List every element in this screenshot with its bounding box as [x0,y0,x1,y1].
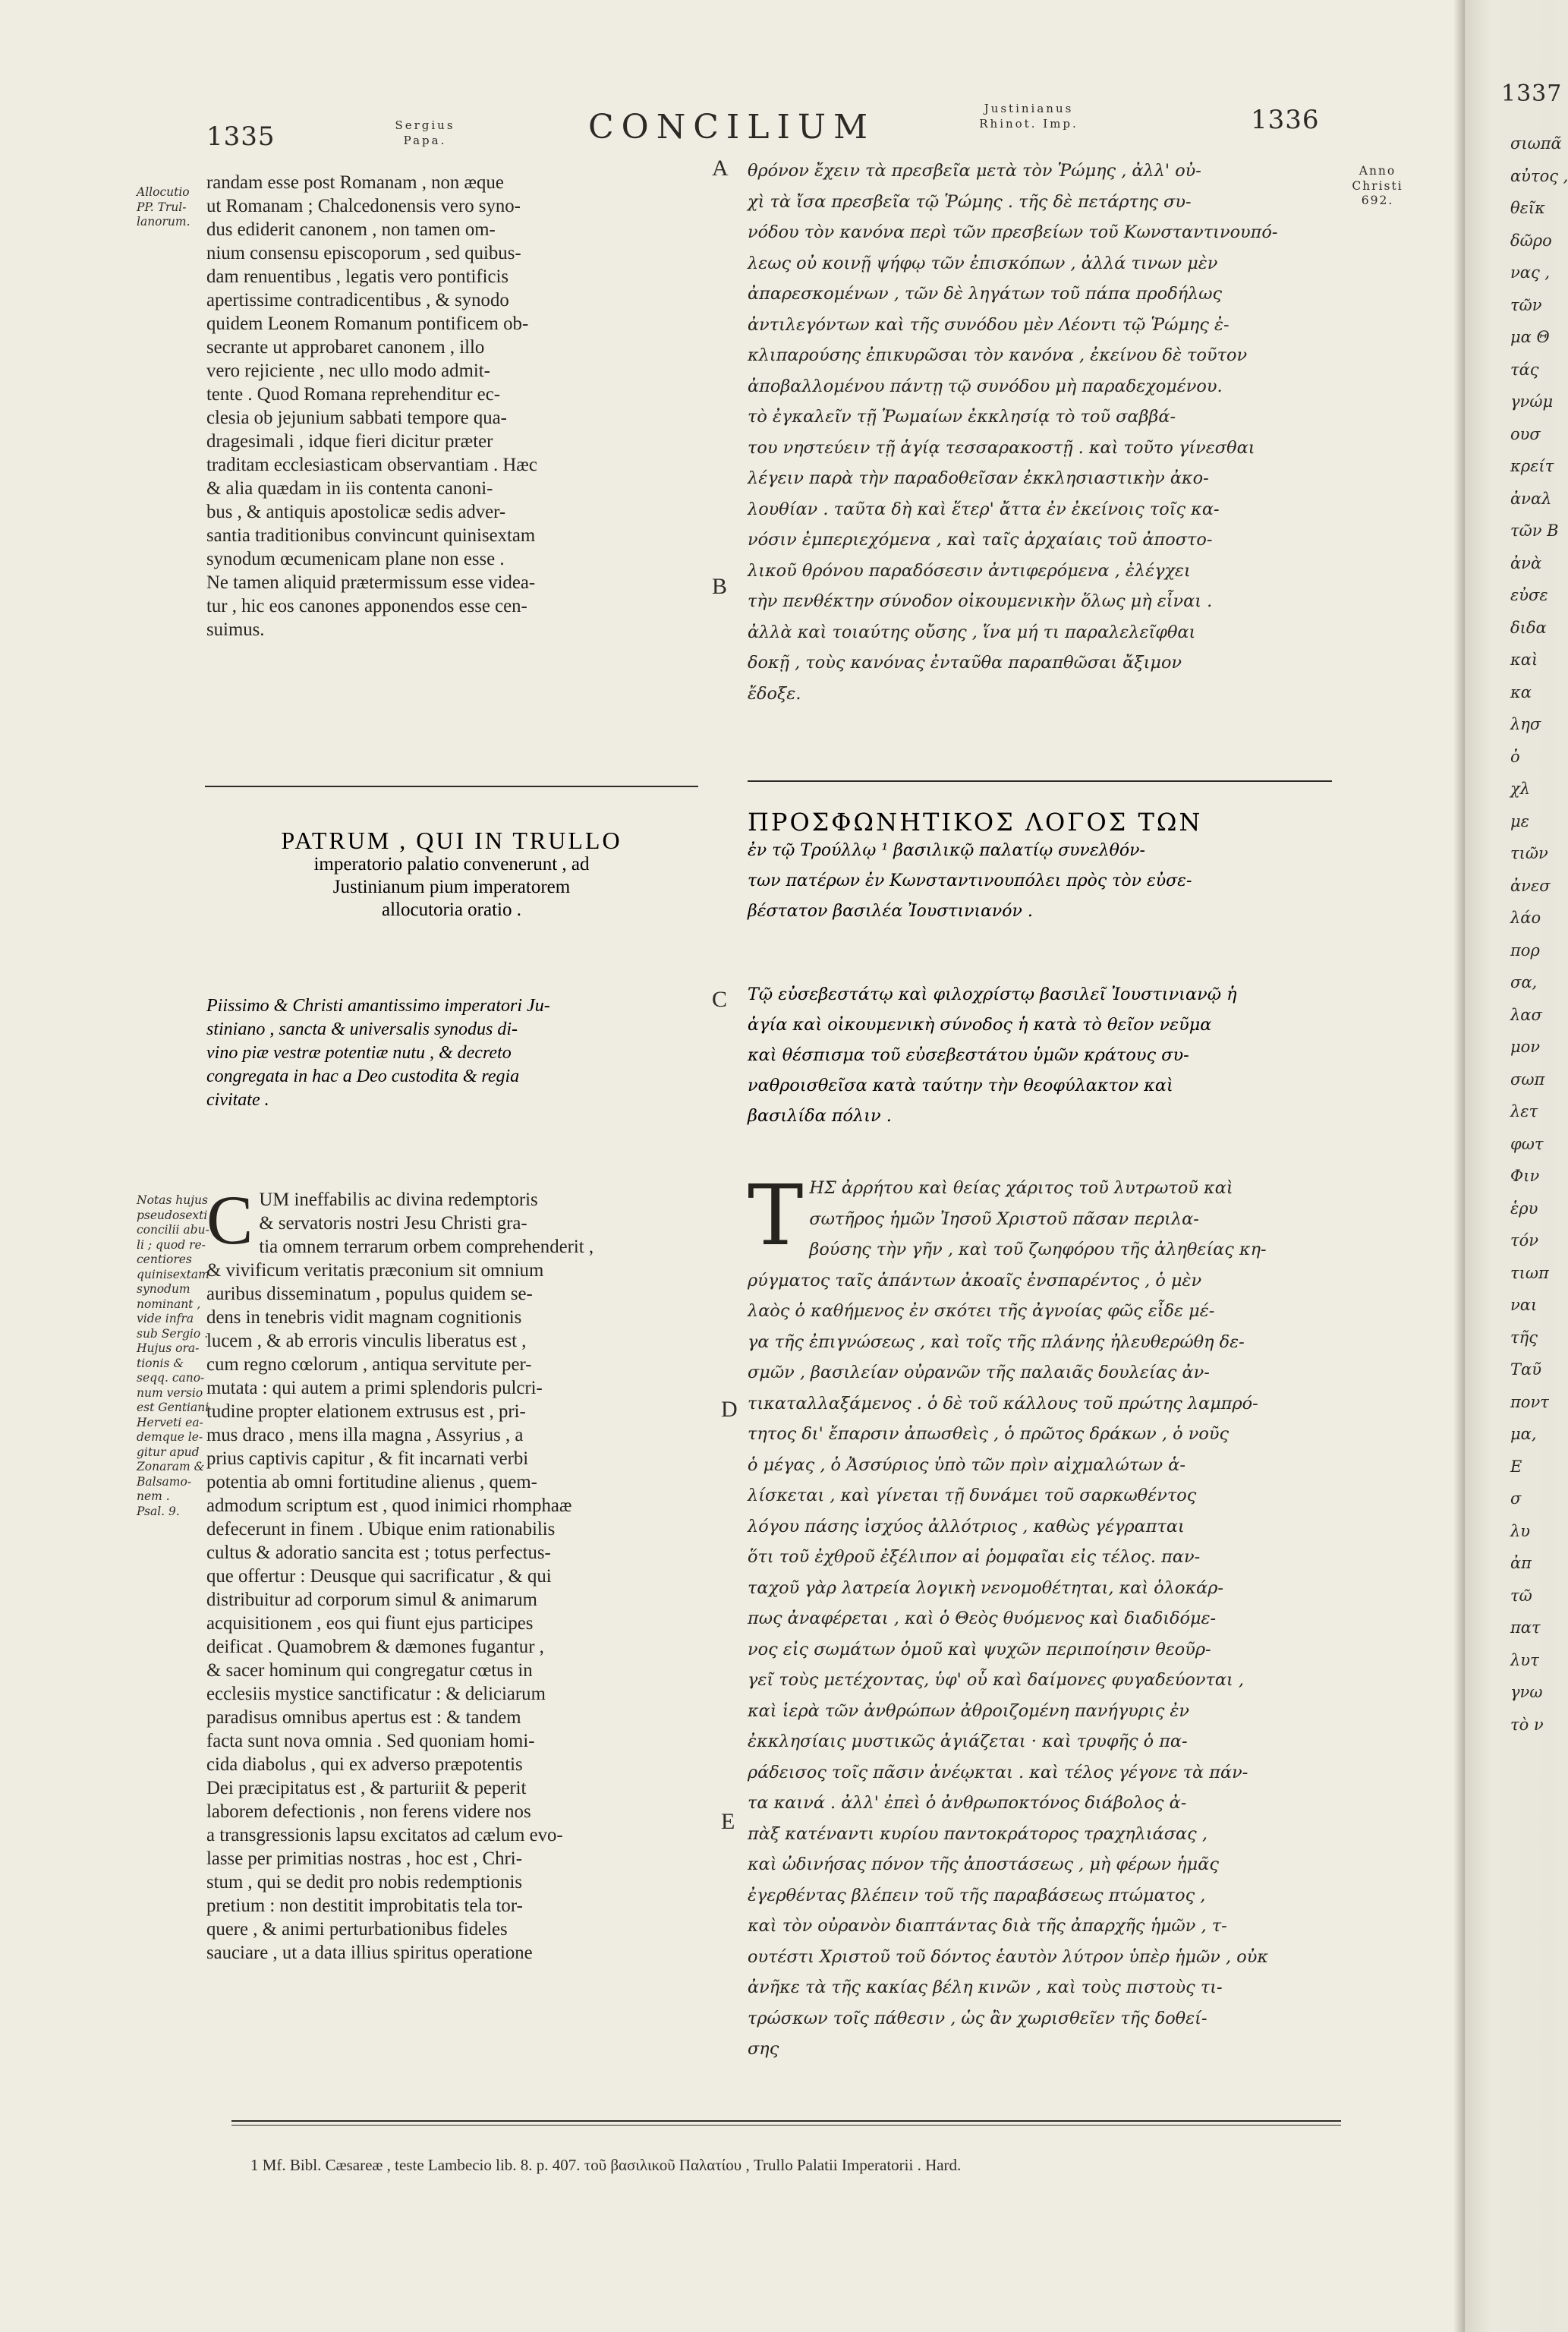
latin-line: que offertur : Deusque qui sacrificatur , & qui [206,1566,552,1587]
greek-line: τικαταλλαξάμενος . ὁ δὲ τοῦ κάλλους τοῦ πρώτης λαμπρό- [748,1393,1258,1413]
next-page-fragment-line: χλ [1510,780,1531,798]
greek-line: ράδεισος τοῖς πᾶσιν ἀνέῳκται . καὶ τέλος γέγονε τὰ πάν- [748,1762,1248,1782]
next-page-fragment-line: λυτ [1510,1650,1539,1669]
latin-dedication-line: vino piæ vestræ potentiæ nutu , & decreto [206,1043,512,1063]
greek-line: σμῶν , βασιλείαν οὐρανῶν τῆς παλαιᾶς δουλείας ἀν- [748,1363,1210,1382]
latin-heading-line: Justinianum pium imperatorem [332,877,571,897]
greek-heading-line: των πατέρων ἐν Κωνσταντινουπόλει πρὸς τὸν εὐσε- [748,871,1192,890]
margin-note-line: quinisextam [137,1267,209,1281]
next-page-fragment-line: μα Θ [1510,328,1550,346]
latin-line: facta sunt nova omnia . Sed quoniam homi- [206,1731,535,1751]
latin-line: stum , qui se dedit pro nobis redemptionis [206,1872,523,1892]
latin-line: santia traditionibus convincunt quinisextam [206,525,536,546]
margin-note-year [1336,164,1419,209]
greek-line: νος εἰς σωμάτων ὁμοῦ καὶ ψυχῶν περιποίησιν θεοῦρ- [748,1639,1211,1659]
next-page-fragment-line: τιῶν [1510,844,1548,862]
margin-note-line: 692. [1361,194,1394,207]
next-page-fragment-line: Ε [1510,1457,1522,1476]
greek-line: γα τῆς ἐπιγνώσεως , καὶ τοῖς τῆς πλάνης ἠλευθερώθη δε- [748,1331,1245,1352]
latin-line: synodum œcumenicam plane non esse . [206,549,505,569]
next-page-number: 1337 [1501,80,1563,107]
next-page-fragment-line: δῶρο [1510,231,1552,250]
greek-line: ταχοῦ γὰρ λατρεία λογικὴ νενομοθέτηται, καὶ ὁλοκάρ- [748,1577,1223,1598]
latin-line: a transgressionis lapsu excitatos ad cælum evo- [206,1825,563,1845]
latin-line: mus draco , mens illa magna , Assyrius , a [206,1425,524,1445]
greek-line: ἀντιλεγόντων καὶ τῆς συνόδου μὲν Λέοντι τῷ Ῥώμης ἐ- [748,314,1230,335]
latin-dedication [206,994,700,1112]
next-page-fragment-line: ἀνὰ [1510,553,1542,572]
next-page-fragment-line: λασ [1510,1005,1542,1024]
next-page-fragment-line: τιωπ [1510,1263,1549,1282]
greek-dedication-line: βασιλίδα πόλιν . [748,1106,892,1126]
latin-dropcap: C [206,1181,253,1259]
next-page-fragment-line: τῆς [1510,1328,1538,1347]
latin-line: sauciare , ut a data illius spiritus operatione [206,1943,533,1963]
latin-line: Ne tamen aliquid prætermissum esse videa- [206,572,536,593]
latin-line: dus ediderit canonem , non tamen om- [206,219,496,240]
next-page-fragment-line: Φιν [1510,1167,1540,1185]
latin-main-text [206,1181,711,1965]
next-page-fragment-line: λυ [1510,1521,1531,1540]
latin-line: defecerunt in finem . Ubique enim rationabilis [206,1519,556,1539]
latin-line: potentia ab omni fortitudine alienus , quem- [206,1472,537,1492]
greek-line: καὶ ἱερὰ τῶν ἀνθρώπων ἀθροιζομένη πανήγυρις ἐν [748,1700,1190,1721]
margin-note-line: est Gentiani [137,1401,209,1414]
latin-line: & servatoris nostri Jesu Christi gra- [259,1213,527,1234]
next-page-fragment-line: τῶν [1510,295,1542,314]
next-page-fragment-line: λάο [1510,909,1541,927]
section-marker-e: E [721,1809,735,1834]
latin-line: dam renuentibus , legatis vero pontificis [206,266,509,287]
greek-line: λίσκεται , καὶ γίνεται τῇ δυνάμει τοῦ σαρκωθέντος [748,1486,1197,1505]
next-page-fragment-text [1510,128,1568,1741]
next-page-fragment-line: ὁ [1510,747,1520,766]
greek-line: πως ἀναφέρεται , καὶ ὁ Θεὸς θυόμενος καὶ διαδιδόμε- [748,1609,1217,1628]
next-page-fragment-line: νας , [1510,263,1551,282]
greek-line: λαὸς ὁ καθήμενος ἐν σκότει τῆς ἀγνοίας φῶς εἶδε μέ- [748,1301,1215,1321]
greek-line: θρόνον ἔχειν τὰ πρεσβεῖα μετὰ τὸν Ῥώμης , ἀλλ' οὐ- [748,161,1201,181]
next-page-fragment-line: ἀναλ [1510,489,1552,508]
latin-heading: PATRUM , QUI IN TRULLO [281,827,622,854]
margin-note-line: Hujus ora- [137,1341,200,1355]
greek-line: πὰξ κατέναντι κυρίου παντοκράτορος τραχηλιάσας , [748,1823,1207,1844]
next-page-fragment-line: μα, [1510,1425,1537,1443]
greek-line: τρώσκων τοῖς πάθεσιν , ὡς ἂν χωρισθεῖεν τῆς δοθεί- [748,2008,1207,2028]
latin-line: auribus disseminatum , populus quidem se- [206,1284,533,1304]
greek-line: καὶ τὸν οὐρανὸν διαπτάντας διὰ τῆς ἀπαρχῆς ἡμῶν , τ- [748,1916,1227,1936]
latin-intro-text [206,171,698,641]
next-page-fragment-line: σιωπᾶ [1510,134,1562,153]
latin-line: deificat . Quamobrem & dæmones fugantur , [206,1637,544,1657]
greek-line: καὶ ὠδινήσας πόνον τῆς ἀποστάσεως , μὴ φέρων ἡμᾶς [748,1855,1219,1874]
section-marker-d: D [721,1397,738,1422]
greek-dedication-line: ἁγία καὶ οἰκουμενικὴ σύνοδος ἡ κατὰ τὸ θεῖον νεῦμα [748,1015,1212,1035]
latin-line: mutata : qui autem a primi splendoris pulcri- [206,1378,543,1398]
margin-note-line: Balsamo- [137,1474,192,1489]
latin-line: admodum scriptum est , quod inimici rhomphaæ [206,1495,572,1516]
latin-line: & vivificum veritatis præconium sit omnium [206,1260,544,1281]
next-page-fragment-line: ναι [1510,1296,1538,1314]
greek-line: σωτῆρος ἡμῶν Ἰησοῦ Χριστοῦ πᾶσαν περιλα- [809,1209,1199,1229]
header-right-sub [962,101,1095,131]
greek-line: νόσιν ἐμπεριεχόμενα , καὶ ταῖς ἀρχαίαις τοῦ ἀποστο- [748,530,1213,550]
latin-line: tia omnem terrarum orbem comprehenderit , [259,1237,594,1257]
margin-note-line: concilii abu- [137,1223,209,1237]
latin-dedication-line: congregata in hac a Deo custodita & regia [206,1067,520,1086]
next-page-fragment-line: τὸ ν [1510,1715,1544,1734]
margin-note-line: nem . [137,1489,170,1503]
greek-line: του νηστεύειν τῇ ἁγίᾳ τεσσαρακοστῇ . καὶ τοῦτο γίνεσθαι [748,437,1255,458]
next-page-fragment-line: τάς [1510,360,1539,379]
next-page-fragment-line: διδα [1510,618,1547,637]
latin-line: lasse per primitias nostras , hoc est , Chri- [206,1848,522,1869]
latin-line: quidem Leonem Romanum pontificem ob- [206,314,529,334]
greek-line: ὁ μέγας , ὁ Ἀσσύριος ὑπὸ τῶν πρὶν αἰχμαλώτων ἁ- [748,1454,1185,1475]
margin-note-line: centiores [137,1253,192,1266]
next-page-fragment-line: με [1510,811,1529,830]
margin-note-line: nominant , [137,1297,201,1311]
latin-line: secrante ut approbaret canonem , illo [206,337,485,358]
latin-line: & alia quædam in iis contenta canoni- [206,478,493,499]
greek-line: ἔδοξε. [748,683,801,704]
next-page-fragment-line: πατ [1510,1618,1541,1637]
next-page-fragment-line: γνώμ [1510,392,1554,411]
latin-line: dragesimali , idque fieri dicitur præter [206,431,493,452]
greek-line: τὴν πενθέκτην σύνοδον οἰκουμενικὴν ὅλως μὴ εἶναι . [748,591,1213,611]
left-page-number: 1335 [206,121,276,152]
greek-line: κλιπαρούσης ἐπικυρῶσαι τὸν κανόνα , ἐκείνου δὲ τοῦτον [748,345,1248,365]
latin-line: suimus. [206,619,265,640]
latin-line: tudine propter elationem extrusus est , pri- [206,1401,526,1422]
greek-main-first-lines [748,1167,1332,1265]
latin-line: ecclesiis mystice sanctificatur : & deliciarum [206,1684,546,1704]
greek-line: ἐγερθέντας βλέπειν τοῦ τῆς παραβάσεως πτώματος , [748,1885,1206,1905]
greek-line: ὅτι τοῦ ἐχθροῦ ἐξέλιπον αἱ ῥομφαῖαι εἰς τέλος. παν- [748,1547,1201,1567]
greek-line: ἀνῆκε τὰ τῆς κακίας βέλη κινῶν , καὶ τοὺς πιστοὺς τι- [748,1977,1223,1997]
next-page-fragment-line: Ταῦ [1510,1360,1541,1379]
next-page-fragment-line: τόν [1510,1231,1539,1250]
greek-line: ΗΣ ἀρρήτου καὶ θείας χάριτος τοῦ λυτρωτοῦ καὶ [809,1178,1233,1198]
greek-main-lines [748,1265,1332,2065]
footnote-rule [231,2120,1341,2122]
greek-line: νόδου τὸν κανόνα περὶ τῶν πρεσβείων τοῦ Κωνσταντινουπό- [748,222,1278,242]
greek-intro-text [748,156,1324,709]
next-page-fragment-line: φωτ [1510,1134,1544,1153]
margin-note-line: synodum [137,1282,190,1296]
latin-line: randam esse post Romanam , non æque [206,172,504,193]
margin-note-line: Herveti ea- [137,1415,203,1429]
next-page-fragment-line: ἑρυ [1510,1199,1538,1218]
latin-dedication-line: civitate . [206,1090,269,1110]
latin-line: distribuitur ad corporum simul & animarum [206,1590,537,1610]
footnote-rule-thin [231,2125,1341,2126]
header-left-sub [383,118,467,148]
next-page-fragment-line: ουσ [1510,424,1541,443]
header-left-sub-line: Papa. [403,134,447,147]
greek-dedication-line: ναθροισθεῖσα κατὰ ταύτην τὴν θεοφύλακτον καὶ [748,1076,1173,1095]
latin-line: cultus & adoratio sancita est ; totus perfectus- [206,1543,551,1563]
next-page-fragment-line: τῶ [1510,1586,1532,1605]
greek-line: ουτέστι Χριστοῦ τοῦ δόντος ἑαυτὸν λύτρον ὑπὲρ ἡμῶν , οὐκ [748,1946,1269,1967]
greek-line: ἀπαρεσκομένων , τῶν δὲ ληγάτων τοῦ πάπα προδήλως [748,284,1223,304]
greek-line: ρύγματος ταῖς ἁπάντων ἀκοαῖς ἐνσπαρέντος , ὁ μὲν [748,1270,1202,1290]
margin-note-line: tionis & [137,1356,184,1370]
latin-line: traditam ecclesiasticam observantiam . Hæc [206,455,537,475]
margin-note-line: demque le- [137,1430,203,1444]
section-marker-b: B [712,574,728,599]
header-right-sub-line: Justinianus [984,102,1074,115]
next-page-fragment-line: κα [1510,682,1532,701]
margin-note-line: vide infra [137,1312,194,1325]
column-rule-left [205,786,698,787]
latin-heading-line: allocutoria oratio . [382,900,521,920]
next-page-fragment-line: γνω [1510,1683,1543,1701]
next-page-fragment-line: αὐτος , [1510,166,1568,185]
latin-line: pretium : non destitit improbitatis tela tor- [206,1896,523,1916]
greek-line: δοκῇ , τοὺς κανόνας ἐνταῦθα παραπθῶσαι ἄξιμον [748,653,1182,673]
greek-heading-line: ἐν τῷ Τρούλλῳ ¹ βασιλικῷ παλατίῳ συνελθόν- [748,841,1145,860]
margin-note-line: Psal. 9. [137,1504,180,1518]
latin-line: & sacer hominum qui congregatur cœtus in [206,1660,533,1681]
margin-note-line: Zonaram & [137,1460,205,1473]
latin-line: cida diabolus , qui ex adverso præpotentis [206,1754,523,1775]
next-page-fragment-line: σ [1510,1489,1522,1508]
next-page-fragment-line: λησ [1510,715,1541,733]
margin-note-line: seqq. cano- [137,1371,205,1385]
latin-heading-line: imperatorio palatio convenerunt , ad [313,854,590,874]
greek-line: λόγου πάσης ἰσχύος ἀλλότριος , καθὼς γέγραπται [748,1516,1185,1536]
next-page-fragment-line: μον [1510,1038,1541,1056]
latin-dedication-line: stiniano , sancta & universalis synodus di- [206,1019,518,1039]
greek-dedication-line: καὶ θέσπισμα τοῦ εὐσεβεστάτου ὑμῶν κράτους συ- [748,1045,1189,1065]
latin-line: acquisitionem , eos qui fiunt ejus participes [206,1613,534,1634]
latin-dedication-line: Piissimo & Christi amantissimo imperatori Ju- [206,996,550,1016]
greek-line: ἀλλὰ καὶ τοιαύτης οὔσης , ἵνα μή τι παραλελεῖφθαι [748,622,1196,642]
footnote: 1 Mf. Bibl. Cæsareæ , teste Lambecio lib. 8. p. 407. τοῦ βασιλικοῦ Παλατίου , Trullo Palatii Imperatorii . Hard. [250,2156,962,2174]
next-page-fragment-line: ἀπ [1510,1554,1532,1572]
next-page-fragment-line: ποντ [1510,1392,1549,1411]
next-page-fragment-line: κρείτ [1510,457,1554,475]
column-rule-right [748,780,1332,782]
header-left-sub-line: Sergius [395,118,455,132]
margin-note-pseudosexti [137,1193,209,1519]
next-page-fragment-line: λετ [1510,1102,1538,1120]
margin-note-line: Christi [1352,178,1403,193]
latin-line: lucem , & ab erroris vinculis liberatus est , [206,1331,527,1351]
greek-line: γεῖ τοὺς μετέχοντας, ὑφ' οὗ καὶ δαίμονες φυγαδεύονται , [748,1670,1245,1690]
next-page-fragment-line: σα, [1510,973,1538,991]
margin-note-allocutio [137,185,197,230]
latin-main-lines [206,1212,711,1965]
latin-line: dens in tenebris vidit magnam cognitionis [206,1307,522,1328]
latin-line: bus , & antiquis apostolicæ sedis adver- [206,502,506,522]
margin-note-line: pseudosexti [137,1208,208,1222]
margin-note-line: num versio [137,1385,203,1400]
next-page-fragment-line: ἀνεσ [1510,876,1551,895]
next-page-fragment-line: τῶν Β [1510,522,1559,540]
latin-line: apertissime contradicentibus , & synodo [206,290,509,310]
latin-line: Dei præcipitatus est , & parturiit & peperit [206,1778,527,1798]
latin-line: tente . Quod Romana reprehenditur ec- [206,384,500,405]
greek-line: τα καινά . ἀλλ' ἐπεὶ ὁ ἀνθρωποκτόνος διάβολος ἀ- [748,1793,1187,1813]
greek-dropcap: Τ [748,1167,804,1264]
greek-line: ἐκκλησίαις μυστικῶς ἁγιάζεται · καὶ τρυφῆς ὁ πα- [748,1732,1188,1751]
greek-line: τὸ ἐγκαλεῖν τῇ Ῥωμαίων ἐκκλησίᾳ τὸ τοῦ σαββά- [748,407,1176,427]
greek-main-text [748,1167,1332,2065]
margin-note-line: Anno [1359,164,1396,178]
next-page-fragment-line: εὐσε [1510,586,1548,604]
greek-heading-line: βέστατον βασιλέα Ἰουστινιανόν . [748,902,1033,921]
latin-line: nium consensu episcoporum , sed quibus- [206,243,521,263]
latin-line: vero rejiciente , nec ullo modo admit- [206,361,490,381]
latin-line: paradisus omnibus apertus est : & tandem [206,1707,521,1728]
latin-line: cum regno cœlorum , antiqua servitute per- [206,1354,532,1375]
next-page-fragment-line: σωπ [1510,1070,1545,1089]
section-marker-a: A [712,156,729,181]
next-page-fragment-line: θεῖκ [1510,199,1545,217]
latin-line: ut Romanam ; Chalcedonensis vero syno- [206,196,521,216]
greek-line: χὶ τὰ ἴσα πρεσβεῖα τῷ Ῥώμης . τῆς δὲ πετάρτης συ- [748,191,1192,212]
running-title: CONCILIUM [588,108,876,147]
greek-line: λικοῦ θρόνου παραδόσεσιν ἀντιφερόμενα , ἐλέγχει [748,560,1191,581]
greek-line: σης [748,2039,779,2059]
latin-line: clesia ob jejunium sabbati tempore qua- [206,408,507,428]
greek-dedication-line: Τῷ εὐσεβεστάτῳ καὶ φιλοχρίστῳ βασιλεῖ Ἰουστινιανῷ ἡ [748,985,1237,1004]
next-page-fragment-line: καὶ [1510,651,1538,669]
margin-note-line: PP. Trul- [137,200,187,214]
margin-note-line: Notas hujus [137,1193,208,1207]
latin-main-first-line: UM ineffabilis ac divina redemptoris [259,1190,538,1210]
greek-line: τητος δι' ἔπαρσιν ἀπωσθεὶς , ὁ πρῶτος δράκων , ὁ νοῦς [748,1424,1229,1444]
margin-note-line: lanorum. [137,215,190,228]
latin-line: tur , hic eos canones apponendos esse cen- [206,596,527,616]
next-page-fragment-line: πορ [1510,941,1540,960]
header-right-sub-line: Rhinot. Imp. [979,117,1078,131]
greek-line: λεως οὐ κοινῇ ψήφῳ τῶν ἐπισκόπων , ἀλλά τινων μὲν [748,253,1218,273]
greek-dedication [748,979,1332,1131]
greek-heading: ΠΡΟΣΦΩΝΗΤΙΚΟΣ ΛΟΓΟΣ ΤΩΝ [748,808,1203,837]
greek-line: βούσης τὴν γῆν , καὶ τοῦ ζωηφόρου τῆς ἀληθείας κη- [809,1240,1267,1259]
margin-note-line: li ; quod re- [137,1237,206,1252]
margin-note-line: sub Sergio . [137,1326,209,1341]
latin-line: laborem defectionis , non ferens videre nos [206,1801,531,1822]
right-page-number: 1336 [1251,105,1320,135]
latin-heading-block [190,827,713,922]
latin-line: quere , & animi perturbationibus fideles [206,1919,508,1940]
greek-line: λέγειν παρὰ τὴν παραδοθεῖσαν ἐκκλησιαστικὴν ἀκο- [748,468,1209,488]
margin-note-line: gitur apud [137,1445,200,1459]
greek-line: ἀποβαλλομένου πάντῃ τῷ συνόδου μὴ παραδεχομένου. [748,376,1223,396]
greek-line: λουθίαν . ταῦτα δὴ καὶ ἕτερ' ἄττα ἐν ἐκείνοις τοῖς κα- [748,499,1220,519]
latin-line: prius captivis capitur , & fit incarnati verbi [206,1448,529,1469]
section-marker-c: C [712,987,728,1012]
greek-heading-block [748,808,1332,927]
margin-note-line: Allocutio [137,185,190,199]
